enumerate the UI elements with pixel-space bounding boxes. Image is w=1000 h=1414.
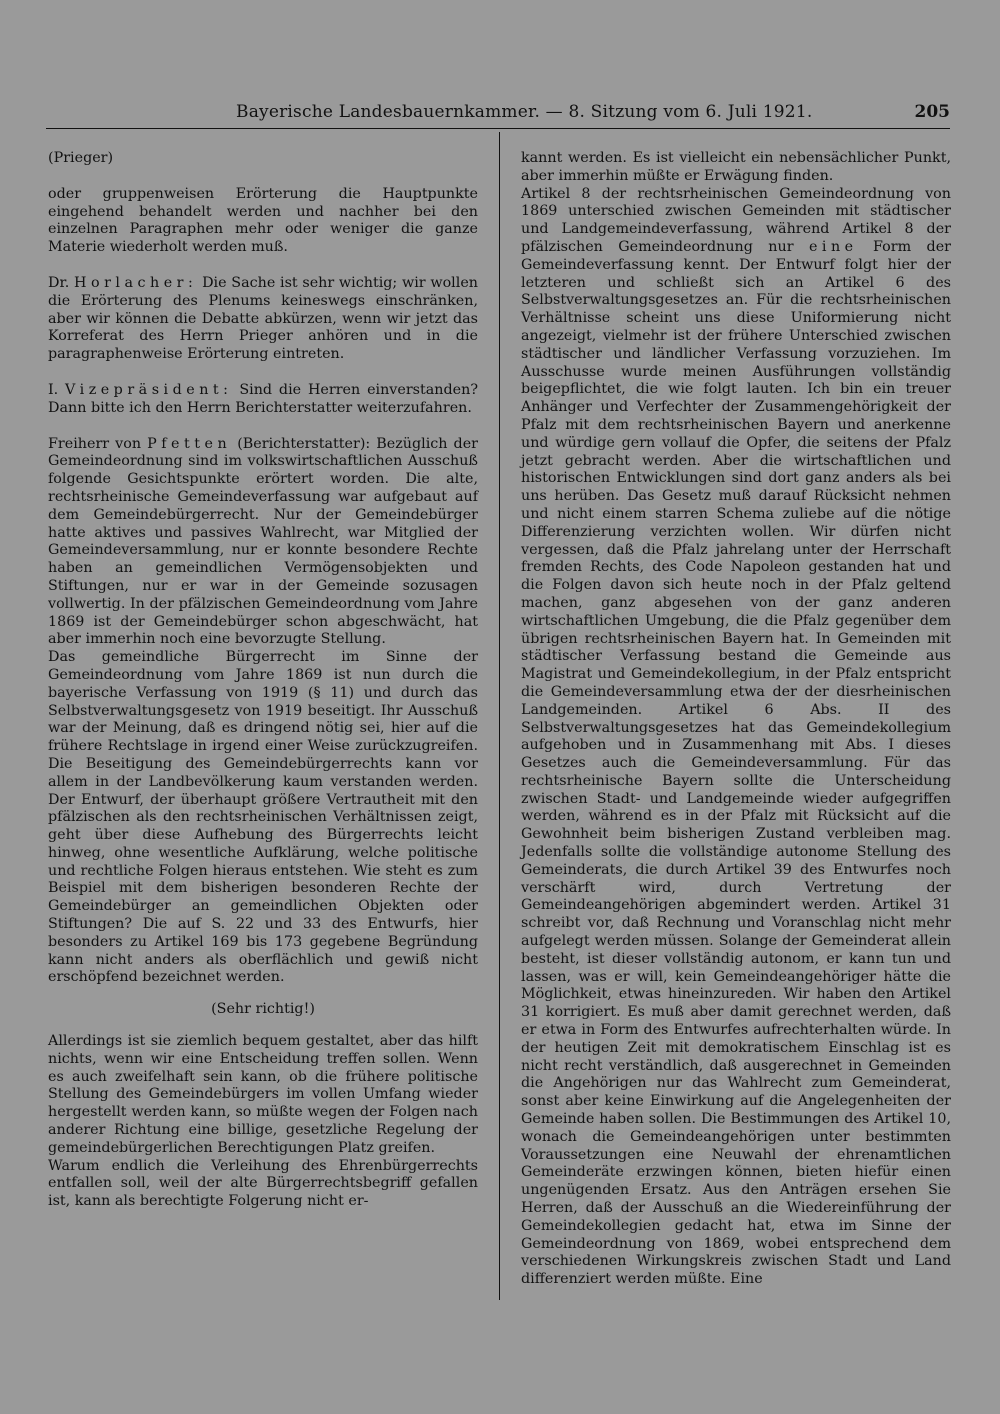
paragraph [521,186,951,1289]
speaker-tag: (Prieger) [48,150,114,166]
speaker-prefix: Dr. [48,274,74,291]
column-divider [499,132,500,1300]
page-number: 205 [914,102,950,122]
speaker-prefix: Freiherr von [48,435,148,452]
paragraph [48,275,478,364]
paragraph: oder gruppenweisen Erörterung die Hauptpunkte eingehend behandelt werden und nachher bei den einzelnen Paragraphen mehr oder weniger die ganze Materie wiederholt werden muß. [48,185,478,256]
speaker-name: Horlacher: [74,274,198,291]
paragraph: Warum endlich die Verleihung des Ehrenbürgerrechts entfallen soll, weil der alte Bürgerrechtsbegriff gefallen ist, kann als berechtigte Folgerung nicht er- [48,1157,478,1210]
page-header [46,100,950,129]
paragraph-text: Artikel 8 der rechtsrheinischen Gemeindeordnung von 1869 unterschied zwischen Gemeinden mit städtischer und Landgemeindeverfassung, während Artikel 8 der pfälzischen Gemeindeordnung nur [521,185,951,255]
paragraph-text: (Berichterstatter): Bezüglich der Gemeindeordnung sind im volkswirtschaftlichen Ausschuß folgende Gesichtspunkte erörtert worden. Die alte, rechtsrheinische Gemeindeverfassung war aufgebaut auf dem Gemeindebürgerrecht. Nur der Gemeindebürger hatte aktives und passives Wahlrecht, war Mitglied der Gemeindeversammlung, nur er konnte besondere Rechte haben an gemeindlichen Vermögensobjekten und Stiftungen, nur er war in der Gemeinde sozusagen vollwertig. In der pfälzischen Gemeindeordnung vom Jahre 1869 ist der Gemeindebürger schon abgeschwächt, hat aber immerhin noch eine bevorzugte Stellung. [48,435,478,648]
paragraph-text: Die Sache ist sehr wichtig; wir wollen die Erörterung des Plenums keineswegs einschränken, aber wir können die Debatte abkürzen, wenn wir jetzt das Korreferat des Herrn Prieger anhören und in die paragraphenweise Erörterung eintreten. [48,274,478,363]
interjection: (Sehr richtig!) [211,1001,315,1018]
paragraph [48,436,478,650]
speaker-prefix: I. [48,381,66,398]
emphasized-word: eine [808,238,858,255]
paragraph [48,382,478,418]
paragraph: kannt werden. Es ist vielleicht ein nebensächlicher Punkt, aber immerhin müßte er Erwägung finden. [521,150,951,184]
running-title: Bayerische Landesbauernkammer. — 8. Sitzung vom 6. Juli 1921. [236,102,813,122]
paragraph-text: Sind die Herren einverstanden? Dann bitte ich den Herrn Berichterstatter weiterzufahren. [48,381,478,416]
right-column [521,150,951,1289]
left-column [48,150,478,1211]
paragraph-text: Form der Gemeindeverfassung kennt. Der Entwurf folgt hier der letzteren und schließt sich an Artikel 6 des Selbstverwaltungsgesetzes an. Für die rechtsrheinischen Verhältnisse scheint uns diese Uniformierung nicht angezeigt, vielmehr ist der frühere Unterschied zwischen städtischer und ländlicher Verfassung vorzuziehen. Im Ausschusse wurde meinen Ausführungen vollständig beigepflichtet, die wie folgt lauten. Ich bin ein treuer Anhänger und Verfechter der Zusammengehörigkeit der Pfalz mit dem rechtsrheinischen Bayern und anerkenne und würdige gern vollauf die Opfer, die seitens der Pfalz jetzt gebracht werden. Aber die wirtschaftlichen und historischen Entwicklungen sind dort ganz anders als bei uns herüben. Das Gesetz muß darauf Rücksicht nehmen und nicht einem starren Schema zuliebe auf die nötige Differenzierung verzichten wollen. Wir dürfen nicht vergessen, daß die Pfalz jahrelang unter der Herrschaft fremden Rechts, des Code Napoleon gestanden hat und die Folgen davon sich heute noch in der Pfalz geltend machen, ganz abgesehen von der ganz anderen wirtschaftlichen Umgebung, die die Pfalz gegenüber dem übrigen rechtsrheinischen Bayern hat. In Gemeinden mit städtischer Verfassung bestand die Gemeinde aus Magistrat und Gemeindekollegium, in der Pfalz entspricht die Gemeindeversammlung etwa der der diesrheinischen Landgemeinden. Artikel 6 Abs. II des Selbstverwaltungsgesetzes hat das Gemeindekollegium aufgehoben und in Zusammenhang mit Abs. I dieses Gesetzes auch die Gemeindeversammlung. Für das rechtsrheinische Bayern sollte die Unterscheidung zwischen Stadt- und Landgemeinde wieder aufgegriffen werden, während es in der Pfalz mit Rücksicht auf die Gewohnheit beim bisherigen Zustand verbleiben mag. Jedenfalls sollte die vollständige autonome Stellung des Gemeinderats, die durch Artikel 39 des Entwurfes noch verschärft wird, durch Vertretung der Gemeindeangehörigen abgemindert werden. Artikel 31 schreibt vor, daß Rechnung und Voranschlag nicht mehr aufgelegt werden müssen. Solange der Gemeinderat allein besteht, ist dieser vollständig autonom, er kann tun und lassen, was er will, kein Gemeindeangehöriger hätte die Möglichkeit, etwas hineinzureden. Wir haben den Artikel 31 korrigiert. Es muß aber damit gerechnet werden, daß er etwa in Form des Entwurfes aufrechterhalten würde. In der heutigen Zeit mit demokratischem Einschlag ist es nicht recht verständlich, daß ausgerechnet in Gemeinden die Angehörigen nur das Wahlrecht zum Gemeinderat, sonst aber keine Einwirkung auf die Angelegenheiten der Gemeinde haben sollen. Die Bestimmungen des Artikel 10, wonach die Gemeindeangehörigen unter bestimmten Voraussetzungen eine Neuwahl der ehrenamtlichen Gemeinderäte erzwingen können, bieten hiefür einen ungenügenden Ersatz. Aus den Anträgen ersehen Sie Herren, daß der Ausschuß an die Wiedereinführung der Gemeindekollegien gedacht hat, etwa im Sinne der Gemeindeordnung von 1869, wobei entsprechend dem verschiedenen Wirkungskreis zwischen Stadt und Land differenziert werden müßte. Eine [521,238,951,1288]
paragraph: Das gemeindliche Bürgerrecht im Sinne der Gemeindeordnung vom Jahre 1869 ist nun durch die bayerische Verfassung von 1919 (§ 11) und durch das Selbstverwaltungsgesetz von 1919 beseitigt. Ihr Ausschuß war der Meinung, daß es dringend nötig sei, hier auf die frühere Rechtslage in irgend einer Weise zurückzugreifen. Die Beseitigung des Gemeindebürgerrechts kann vor allem in der Landbevölkerung kaum verstanden werden. Der Entwurf, der überhaupt größere Vertrautheit mit den pfälzischen als den rechtsrheinischen Verhältnissen zeigt, geht über diese Aufhebung des Bürgerrechts leicht hinweg, ohne wesentliche Aufklärung, welche politische und rechtliche Folgen hieraus entstehen. Wie steht es zum Beispiel mit dem bisherigen besonderen Rechte der Gemeindebürger an gemeindlichen Objekten oder Stiftungen? Die auf S. 22 und 33 des Entwurfs, hier besonders zu Artikel 169 bis 173 gegebene Begründung kann nicht anders als oberflächlich und gewiß nicht erschöpfend bezeichnet werden. [48,649,478,986]
speaker-name: Pfetten [147,435,232,452]
speaker-name: Vizepräsident: [65,381,233,398]
paragraph: Allerdings ist sie ziemlich bequem gestaltet, aber das hilft nichts, wenn wir eine Entscheidung treffen sollen. Wenn es auch zweifelhaft sein kann, ob die frühere politische Stellung des Gemeindebürgers im vollen Umfang wieder hergestellt werden kann, so müßte wegen der Folgen nach anderer Richtung eine billige, gesetzliche Regelung der gemeindebürgerlichen Berechtigungen Platz greifen. [48,1033,478,1156]
